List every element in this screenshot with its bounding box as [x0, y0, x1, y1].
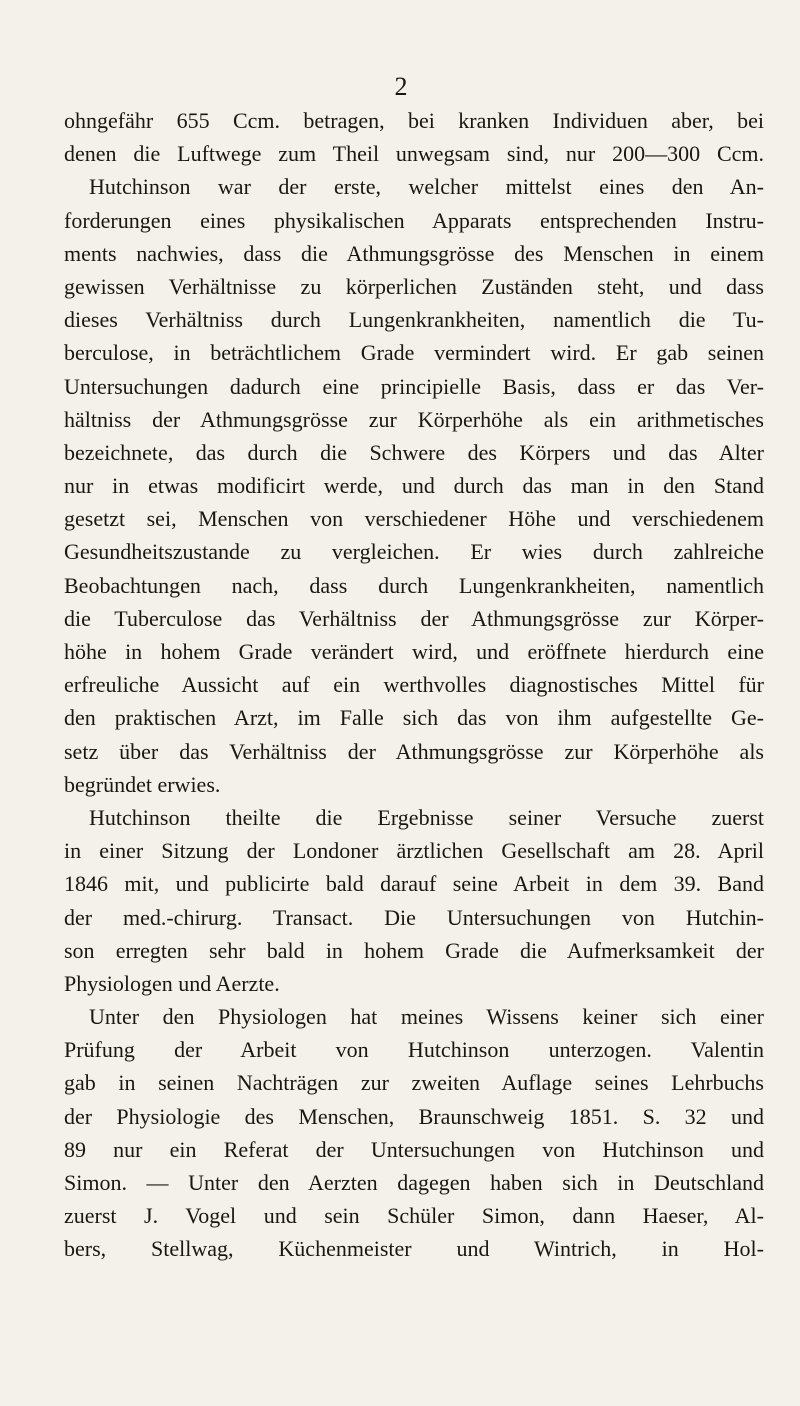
text-line: zuerst J. Vogel und sein Schüler Simon, dann Haeser, Al-	[64, 1203, 764, 1229]
text-line: gesetzt sei, Menschen von verschiedener Höhe und verschiedenem	[64, 506, 764, 532]
text-line: denen die Luftwege zum Theil unwegsam sind, nur 200—300 Ccm.	[64, 141, 764, 167]
text-line: Untersuchungen dadurch eine principielle Basis, dass er das Ver-	[64, 373, 764, 399]
text-line: ments nachwies, dass die Athmungsgrösse des Menschen in einem	[64, 240, 764, 266]
text-line: bers, Stellwag, Küchenmeister und Wintrich, in Hol-	[64, 1236, 764, 1262]
page-number: 2	[394, 72, 408, 101]
text-line: Physiologen und Aerzte.	[64, 970, 280, 996]
text-line: ohngefähr 655 Ccm. betragen, bei kranken Individuen aber, bei	[64, 108, 764, 133]
text-line: Hutchinson theilte die Ergebnisse seiner Versuche zuerst	[89, 804, 764, 830]
text-line: son erregten sehr bald in hohem Grade die Aufmerksamkeit der	[64, 937, 764, 963]
text-line: hältniss der Athmungsgrösse zur Körperhöhe als ein arithmetisches	[64, 406, 764, 432]
text-line: dieses Verhältniss durch Lungenkrankheiten, namentlich die Tu-	[64, 307, 764, 333]
text-line: erfreuliche Aussicht auf ein werthvolles diagnostisches Mittel für	[64, 672, 764, 698]
body-text	[64, 104, 764, 1266]
text-line: setz über das Verhältniss der Athmungsgrösse zur Körperhöhe als	[64, 738, 764, 764]
text-line: Hutchinson war der erste, welcher mittelst eines den An-	[89, 174, 764, 200]
text-line: 1846 mit, und publicirte bald darauf seine Arbeit in dem 39. Band	[64, 871, 764, 897]
text-line: 89 nur ein Referat der Untersuchungen von Hutchinson und	[64, 1136, 764, 1162]
text-line: nur in etwas modificirt werde, und durch das man in den Stand	[64, 473, 764, 499]
text-line: bezeichnete, das durch die Schwere des Körpers und das Alter	[64, 439, 764, 465]
text-line: die Tuberculose das Verhältniss der Athmungsgrösse zur Körper-	[64, 605, 764, 631]
text-line: berculose, in beträchtlichem Grade vermindert wird. Er gab seinen	[64, 340, 764, 366]
text-line: Simon. — Unter den Aerzten dagegen haben sich in Deutschland	[64, 1170, 764, 1195]
text-line: Beobachtungen nach, dass durch Lungenkrankheiten, namentlich	[64, 572, 764, 598]
text-line: Prüfung der Arbeit von Hutchinson unterzogen. Valentin	[64, 1037, 764, 1063]
text-line: höhe in hohem Grade verändert wird, und eröffnete hierdurch eine	[64, 639, 764, 664]
text-line: begründet erwies.	[64, 771, 221, 797]
text-line: der Physiologie des Menschen, Braunschweig 1851. S. 32 und	[64, 1103, 764, 1129]
text-line: forderungen eines physikalischen Apparats entsprechenden Instru-	[64, 207, 764, 233]
text-line: Unter den Physiologen hat meines Wissens keiner sich einer	[89, 1004, 764, 1030]
text-line: Gesundheitszustande zu vergleichen. Er wies durch zahlreiche	[64, 539, 764, 565]
text-line: gewissen Verhältnisse zu körperlichen Zuständen steht, und dass	[64, 273, 764, 299]
text-line: gab in seinen Nachträgen zur zweiten Auflage seines Lehrbuchs	[64, 1070, 764, 1096]
text-line: der med.-chirurg. Transact. Die Untersuchungen von Hutchin-	[64, 904, 764, 930]
text-line: den praktischen Arzt, im Falle sich das von ihm aufgestellte Ge-	[64, 705, 764, 731]
text-line: in einer Sitzung der Londoner ärztlichen Gesellschaft am 28. April	[64, 838, 764, 864]
